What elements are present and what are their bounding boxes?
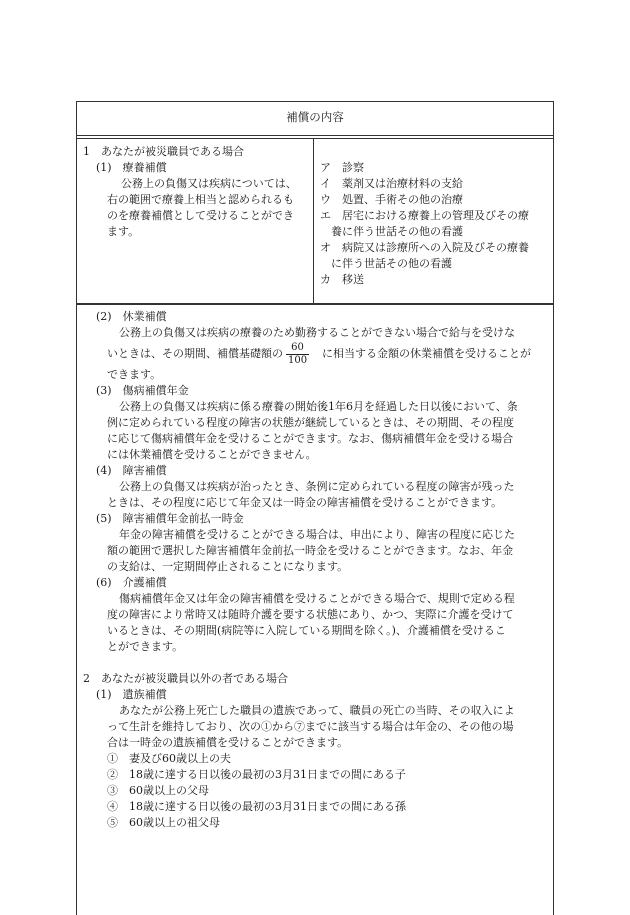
survivor-heading: (1) 遺族補償 [96,688,167,701]
advance-payment-text-line: の支給は、一定期間停止されることになります。 [107,560,349,573]
leave-text-line: いときは、その期間、補償基礎額の [107,347,283,360]
survivor-text-line: って生計を維持しており、次の①から⑦までに該当する場合は年金の、その他の場 [107,720,514,733]
disability-text-line: ときは、その程度に応じて年金又は一時金の障害補償を受けることができます。 [107,496,503,509]
table-header-row [77,102,553,136]
section-2-heading: 2 あなたが被災職員以外の者である場合 [83,672,288,685]
survivor-list-item: ② 18歳に達する日以後の最初の3月31日までの間にある子 [107,768,406,781]
medical-range-item: 養に伴う世話その他の看護 [320,225,463,238]
fraction-denominator: 100 [288,355,308,366]
injury-pension-text-line: 公務上の負傷又は疾病に係る療養の開始後1年6月を経過した日以後において、条 [119,400,518,413]
nursing-care-text-line: 傷病補償年金又は年金の障害補償を受けることができる場合で、規則で定める程 [119,592,515,605]
advance-payment-text-line: 年金の障害補償を受けることができる場合は、申出により、障害の程度に応じた [119,528,515,541]
survivor-list-item: ③ 60歳以上の父母 [107,784,209,797]
medical-text-line: 右の範囲で療養上相当と認められるも [107,193,294,206]
advance-payment-heading: (5) 障害補償年金前払一時金 [96,512,244,525]
other-compensation-row [77,304,553,915]
survivor-text-line: あなたが公務上死亡した職員の遺族であって、職員の死亡の当時、その収入によ [119,704,515,717]
leave-text-line: できます。 [107,368,162,381]
nursing-care-text-line: とができます。 [107,640,184,653]
nursing-care-text-line: 度の障害により常時又は随時介護を要する状態にあり、かつ、実際に介護を受けて [107,608,514,621]
medical-text-line: のを療養補償として受けることができ [107,209,294,222]
medical-text-line: ます。 [107,225,140,238]
disability-heading: (4) 障害補償 [96,464,167,477]
medical-range-item: イ 薬剤又は治療材料の支給 [320,177,463,190]
medical-text-line: 公務上の負傷又は疾病については、 [121,177,297,190]
survivor-list-item: ④ 18歳に達する日以後の最初の3月31日までの間にある孫 [107,800,406,813]
medical-range-item: に伴う世話その他の看護 [320,257,452,270]
injury-pension-text-line: には休業補償を受けることができません。 [107,448,317,461]
nursing-care-text-line: いるときは、その期間(病院等に入院している期間を除く。)、介護補償を受けるこ [107,624,506,637]
injury-pension-heading: (3) 傷病補償年金 [96,384,189,397]
medical-heading: (1) 療養補償 [96,161,167,174]
injury-pension-text-line: に応じて傷病補償年金を受けることができます。なお、傷病補償年金を受ける場合 [107,432,514,445]
survivor-list-item: ① 妻及び60歳以上の夫 [107,752,231,765]
ratio-fraction [286,342,309,367]
table-title: 補償の内容 [286,110,344,124]
survivor-list-item: ⑤ 60歳以上の祖父母 [107,816,220,829]
injury-pension-text-line: 例に定められている程度の障害の状態が継続しているときは、その期間、その程度 [107,416,514,429]
disability-text-line: 公務上の負傷又は疾病が治ったとき、条例に定められている程度の障害が残った [119,480,515,493]
advance-payment-text-line: 額の範囲で選択した障害補償年金前払一時金を受けることができます。なお、年金 [107,544,514,557]
medical-range-item: ア 診察 [320,161,364,174]
medical-range-item: ウ 処置、手術その他の治療 [320,193,463,206]
section-1-heading: 1 あなたが被災職員である場合 [83,145,244,158]
fraction-numerator: 60 [286,342,309,355]
medical-range-item: エ 居宅における療養上の管理及びその療 [320,209,529,222]
medical-compensation-row [77,138,553,304]
compensation-table [76,101,554,915]
medical-range-item: オ 病院又は診療所への入院及びその療養 [320,241,529,254]
leave-text-line: に相当する金額の休業補償を受けることが [322,347,531,360]
survivor-text-line: 合は一時金の遺族補償を受けることができます。 [107,736,349,749]
column-divider [313,139,314,303]
medical-range-item: カ 移送 [320,273,364,286]
nursing-care-heading: (6) 介護補償 [96,576,167,589]
leave-text-line: 公務上の負傷又は疾病の療養のため勤務することができない場合で給与を受けな [119,326,515,339]
leave-heading: (2) 休業補償 [96,310,167,323]
